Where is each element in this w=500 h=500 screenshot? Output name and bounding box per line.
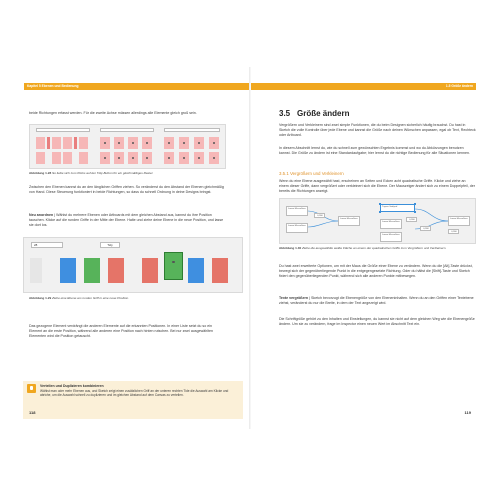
red-layer — [108, 258, 124, 283]
blue-layer — [60, 258, 76, 283]
spacing-handle — [47, 137, 50, 149]
figure-reorder — [23, 237, 243, 293]
grid-cell — [36, 152, 45, 164]
right-chapter-header: 1.5 Größe ändern — [250, 83, 476, 90]
grid-cell — [63, 137, 72, 149]
book-gutter — [249, 67, 251, 429]
tip-text: Wählst man oder mehr Ebenen aus, und Sketch zeigt einen zusätzlichen Griff an der unteren rechten Tide die Auswahl am Klicke und abriche, um die Auswahl schnell zu duplizieren und im gleichen Abstand auf dem Canvas zu verteilen. — [40, 389, 229, 398]
toolbar-strip — [36, 128, 90, 132]
red-layer — [212, 258, 228, 283]
grid-cell — [79, 152, 88, 164]
grid-cell — [79, 137, 88, 149]
left-chapter-header: Kapitel 5 Ebenen und Bedienung — [24, 83, 250, 90]
left-page — [0, 67, 250, 429]
tidy-button: Tidy — [100, 242, 120, 248]
diagram-node: Lorem Maccellens — [380, 232, 402, 242]
right-paragraph-2: In diesem Abschnitt lernst du, wie du schnell zum gewünschten Ergebnis kommst und wo du Abkürzungen benutzen kannst. Die Größe zu ändern ist eine Standardaufgabe; hier lernst du die richtige Bedienung für alle Situationen kennen. — [279, 146, 470, 156]
right-page-number: 119 — [464, 410, 471, 415]
grid-cell — [52, 152, 61, 164]
right-paragraph-5: Texte vergrößern | Sketch bevorzugt die Ebenengröße von den Ebeneninhalten. Wenn du an den Griffen einer Textebene ziehst, veränderst du nur die Breite, in dem der Text angezeigt wird. — [279, 296, 474, 306]
resize-handle — [379, 203, 381, 205]
grid-cell — [63, 152, 72, 164]
figure-tidy-grid — [29, 124, 226, 169]
right-paragraph-3: Wenn du eine Ebene ausgewählt hast, erscheinen an Seiten und Ecken acht quadratische Griffe. Klicke und ziehe an einem dieser Griffe, dann vergrößert oder verkleinert sich die Ebene. Der Mauszeiger ändert sich zu einem Doppelpfeil, der bereits die Richtungen anzeigt. — [279, 179, 475, 194]
count-select: 28 — [31, 242, 63, 248]
diagram-node: Lorem Maccellens — [286, 223, 308, 233]
figure-1-30-caption: Abbildung 1.30 Ziehe die ausgewählte weiße Fläche an einem der quadratischen Griffe zum Vergrößern und Verkleinern. — [279, 246, 447, 250]
left-paragraph-2: Zwischen den Ebenen kannst du an den länglichen Griffen ziehen. So veränderst du den Abstand der Ebenen gleichmäßig von Hand. Diese Steuerung funktioniert in beide Richtungen, so dass du schnell Ordnung in deine Designs bringst. — [29, 185, 224, 195]
value-label: 0,900 — [406, 217, 417, 222]
subsection-title: 3.5.1 Vergrößern und Verkleinern — [279, 171, 344, 176]
diagram-node: Lorem Maccellens — [338, 216, 360, 226]
diagram-node: Lorem Maccellens — [448, 216, 470, 226]
left-paragraph-1: beide Richtungen erfasst werden. Für die zweite Achse müssen allerdings alle Elemente gleich groß sein. — [29, 111, 197, 115]
figure-1-28-caption: Abbildung 1.28 So ließe sich zum Klicks auf der Tidy-Button für ein gleichmäßiges Raster — [29, 171, 153, 175]
right-page — [250, 67, 500, 429]
spacing-handle — [74, 137, 77, 149]
tip-box — [23, 381, 243, 419]
resize-handle — [414, 211, 416, 213]
diagram-node: Lorem Maccellens — [286, 206, 308, 216]
ghost-layer — [30, 258, 42, 283]
figure-1-29-caption: Abbildung 1.29 Ziehe eine Ebene am runden Griff in eine neue Position. — [29, 296, 130, 300]
grid-cell — [52, 137, 61, 149]
section-title: Größe ändern — [297, 109, 350, 118]
figure-resize — [279, 198, 476, 244]
tip-title: Verteilen und Duplizieren kombinieren — [40, 384, 104, 388]
diagram-node: Lorem Maccellens — [380, 219, 402, 229]
selected-node: Tuyere Sadipcd — [380, 204, 415, 212]
right-paragraph-6: Die Schriftgröße gehört zu den Inhalten und Einstellungen, du kannst sie nicht auf dem gleichen Weg wie die Ebenengröße ändern. Um sie zu verändern, frage im Inspector einen neuen Wert im Abschnitt Text ein. — [279, 317, 475, 327]
left-paragraph-3: Neu anordnen | Wählst du mehrere Ebenen oder Artboards mit dem gleichen Abstand aus, kannst du ihre Position tauschen. Klicke auf die runden Griffe in der Mitte der Ebene. Halte und ziehe deine Ebene in die neue Position, und lasse sie dort los. — [29, 213, 224, 228]
toolbar-strip — [164, 128, 220, 132]
grid-cell — [36, 137, 45, 149]
toolbar-strip — [100, 128, 154, 132]
red-layer — [142, 258, 158, 283]
resize-handle — [414, 203, 416, 205]
dragged-green-layer — [164, 252, 183, 280]
green-layer — [84, 258, 100, 283]
blue-layer — [188, 258, 204, 283]
left-paragraph-4: Das gezogene Element verdrängt die anderen Elemente auf die erkannten Positionen. In einer Liste setzt du so ein Element an die erste Position, während alle anderen eine Position nach hinten rutschen. Bei nur zwei ausgewählten Elementen wird die Position getauscht. — [29, 324, 213, 339]
right-paragraph-1: Vergrößern und Verkleinern sind zwei simple Funktionen, die du beim Designen sicherlich häufig brauchst. Du hast in Sketch die volle Kontrolle über jede Ebene und kannst die Größe nach deinen Wünschen anpassen, egal ob Text, Rechteck oder Artboard. — [279, 123, 476, 138]
left-page-number: 118 — [29, 410, 36, 415]
value-label: 0,900 — [314, 213, 325, 218]
value-label: 0,900 — [448, 229, 459, 234]
tip-icon — [27, 384, 36, 393]
right-paragraph-4: Du hast zwei erweiterte Optionen, um mit der Maus die Größe einer Ebene zu verändern. Wenn du die [Alt]-Taste drückst, bewegt sich der gegenüberliegende Punkt in die entgegengesetzte Richtung. Oder du hältst die [Shift]-Taste und Sketch fixiert den gegenüberliegenden Punkt, während sich alle anderen Punkte mitbewegen. — [279, 264, 473, 279]
section-number: 3.5 — [279, 109, 291, 118]
resize-handle — [379, 211, 381, 213]
value-label: 0,900 — [420, 226, 431, 231]
